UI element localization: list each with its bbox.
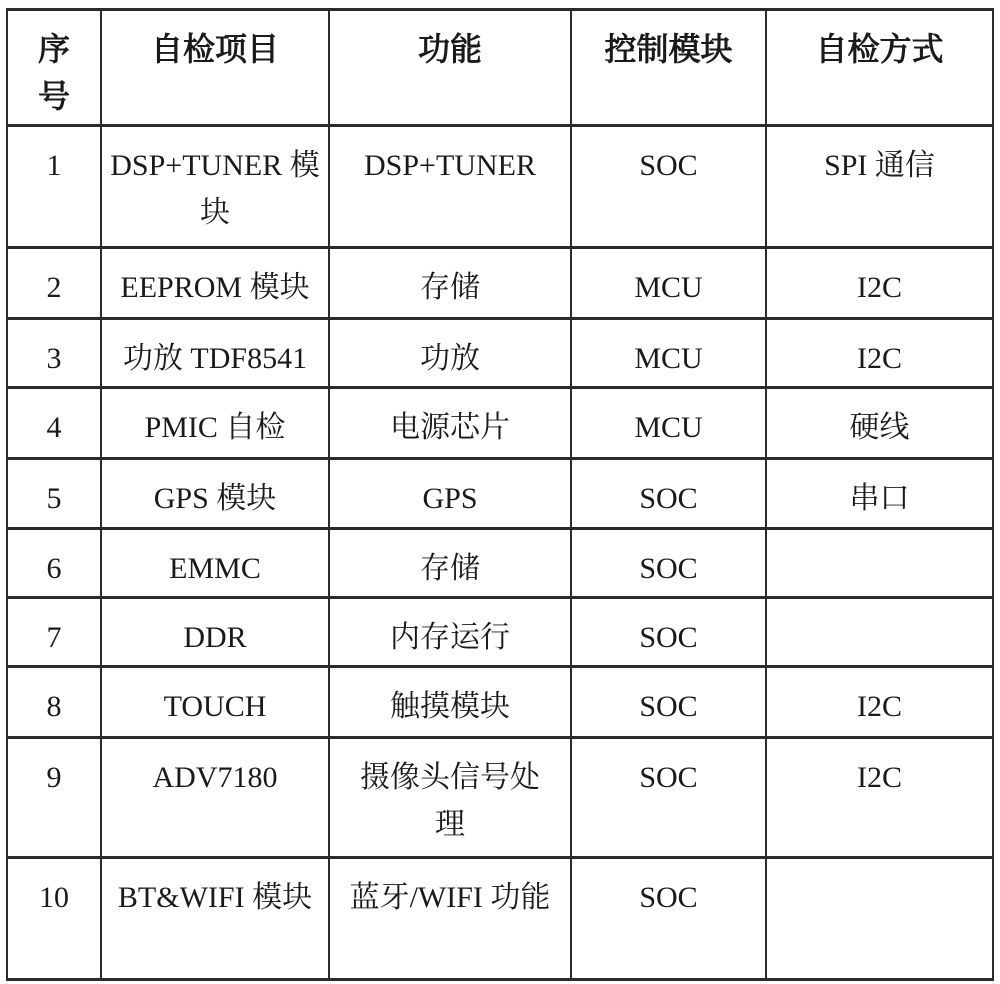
cell-item: ADV7180 [101, 738, 329, 858]
cell-method: 串口 [766, 459, 993, 529]
table-row [7, 459, 993, 529]
cell-method: I2C [766, 248, 993, 319]
cell-function: 电源芯片 [329, 388, 571, 459]
cell-function: 摄像头信号处理 [329, 738, 571, 858]
cell-method [766, 598, 993, 667]
table-row [7, 858, 993, 980]
cell-item: 功放 TDF8541 [101, 319, 329, 388]
cell-index: 2 [7, 248, 101, 319]
cell-module: MCU [571, 388, 766, 459]
cell-index: 5 [7, 459, 101, 529]
cell-index: 7 [7, 598, 101, 667]
cell-index: 3 [7, 319, 101, 388]
table-header-row [7, 10, 993, 126]
column-header-method: 自检方式 [766, 10, 993, 126]
cell-item: BT&WIFI 模块 [101, 858, 329, 980]
cell-method: 硬线 [766, 388, 993, 459]
table-row [7, 126, 993, 248]
table-row [7, 248, 993, 319]
cell-item: DDR [101, 598, 329, 667]
cell-function: 存储 [329, 248, 571, 319]
cell-module: SOC [571, 738, 766, 858]
cell-function: 内存运行 [329, 598, 571, 667]
cell-function: 功放 [329, 319, 571, 388]
self-check-table [6, 8, 994, 981]
cell-index: 1 [7, 126, 101, 248]
cell-item: EEPROM 模块 [101, 248, 329, 319]
cell-function: DSP+TUNER [329, 126, 571, 248]
cell-module: SOC [571, 598, 766, 667]
column-header-index: 序号 [7, 10, 101, 126]
column-header-function: 功能 [329, 10, 571, 126]
cell-index: 10 [7, 858, 101, 980]
cell-function: 存储 [329, 529, 571, 598]
cell-module: SOC [571, 667, 766, 738]
cell-module: SOC [571, 459, 766, 529]
cell-index: 8 [7, 667, 101, 738]
cell-method [766, 529, 993, 598]
cell-module: MCU [571, 248, 766, 319]
cell-item: GPS 模块 [101, 459, 329, 529]
cell-index: 9 [7, 738, 101, 858]
table-row [7, 388, 993, 459]
cell-module: SOC [571, 126, 766, 248]
cell-module: MCU [571, 319, 766, 388]
cell-function: 蓝牙/WIFI 功能 [329, 858, 571, 980]
cell-index: 4 [7, 388, 101, 459]
cell-item: EMMC [101, 529, 329, 598]
cell-function: GPS [329, 459, 571, 529]
table-row [7, 738, 993, 858]
cell-item: DSP+TUNER 模块 [101, 126, 329, 248]
cell-method: I2C [766, 319, 993, 388]
cell-method [766, 858, 993, 980]
table-row [7, 319, 993, 388]
table-row [7, 598, 993, 667]
table-row [7, 667, 993, 738]
cell-method: I2C [766, 667, 993, 738]
cell-function: 触摸模块 [329, 667, 571, 738]
cell-index: 6 [7, 529, 101, 598]
cell-item: PMIC 自检 [101, 388, 329, 459]
column-header-item: 自检项目 [101, 10, 329, 126]
cell-method: I2C [766, 738, 993, 858]
table-row [7, 529, 993, 598]
cell-item: TOUCH [101, 667, 329, 738]
cell-module: SOC [571, 858, 766, 980]
column-header-module: 控制模块 [571, 10, 766, 126]
cell-method: SPI 通信 [766, 126, 993, 248]
cell-module: SOC [571, 529, 766, 598]
